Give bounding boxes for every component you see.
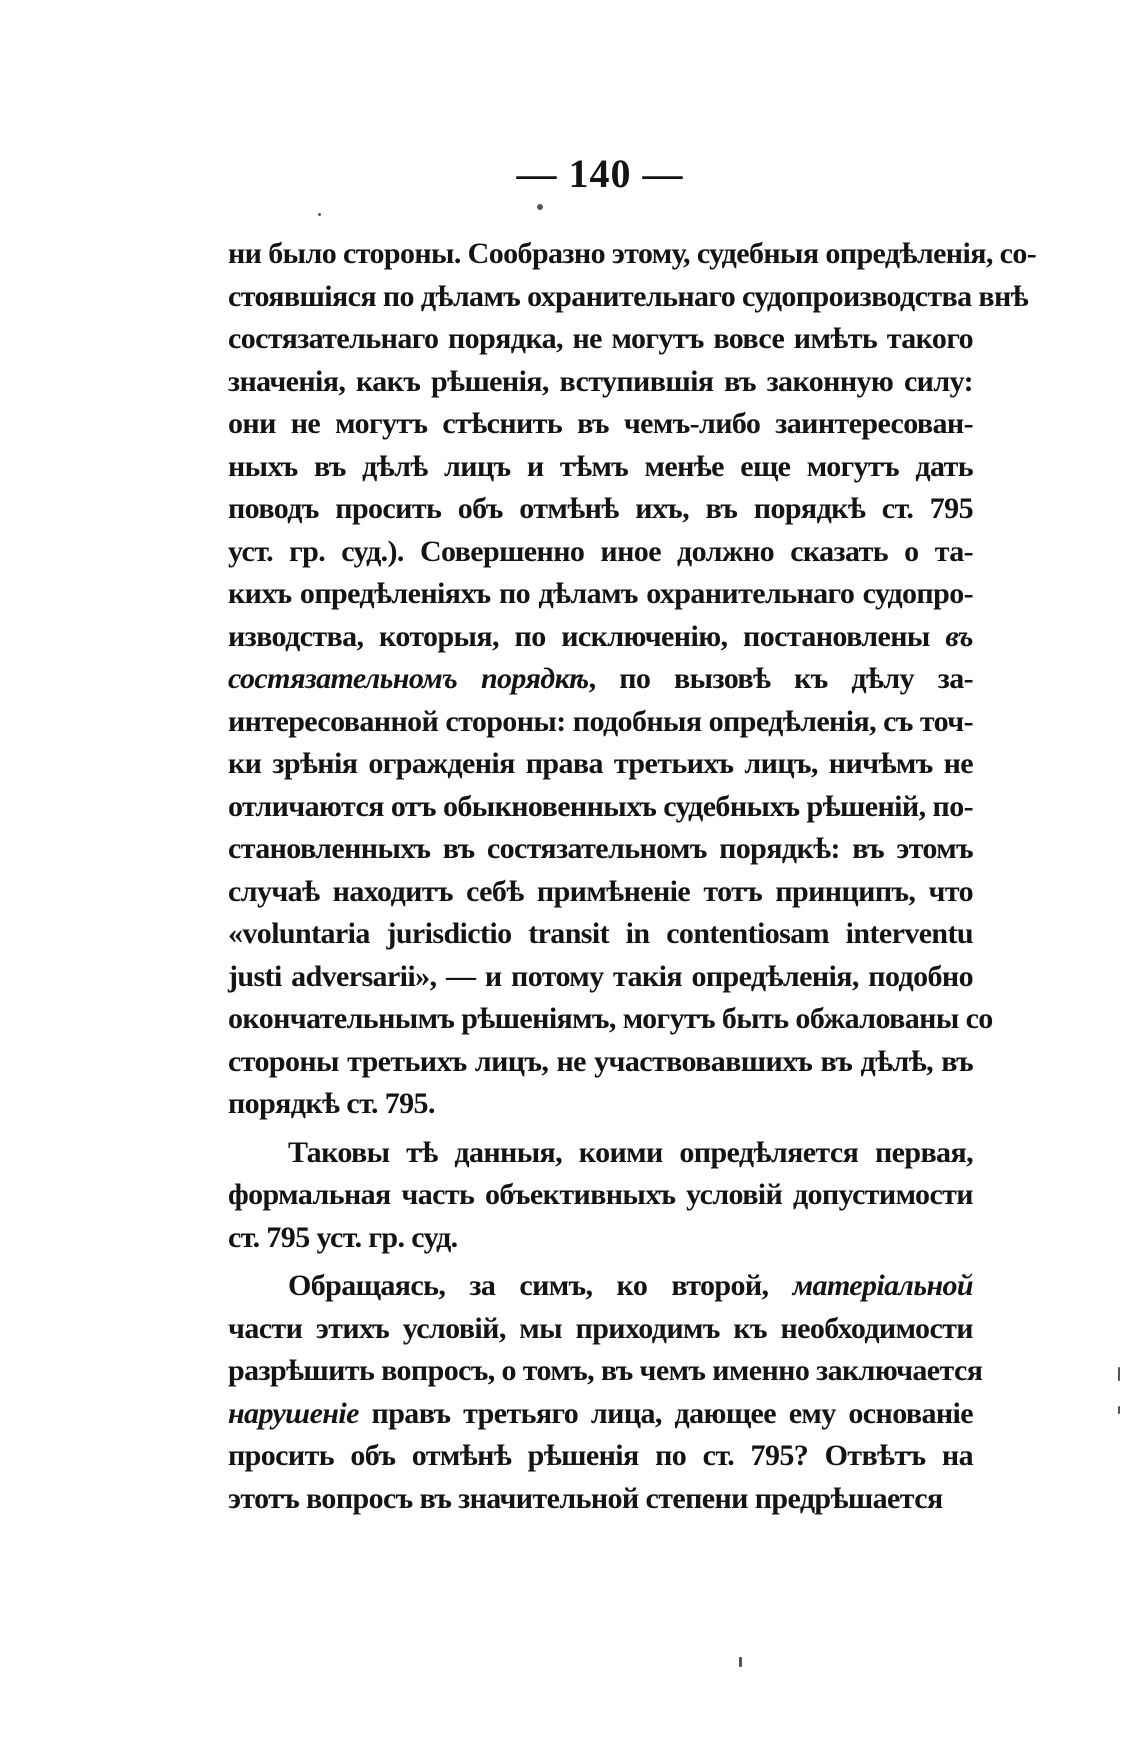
text-segment: окончательнымъ рѣшеніямъ, могутъ быть обжалованы со (228, 1002, 993, 1035)
text-line (228, 403, 973, 446)
text-line (228, 1041, 973, 1084)
text-segment: интересованной стороны: подобныя опредѣленія, съ точ- (228, 704, 973, 738)
text-segment: Таковы тѣ данныя, коими опредѣляется первая, (288, 1135, 973, 1169)
text-line (228, 743, 973, 786)
text-segment: состязательнаго порядка, не могутъ вовсе имѣть такого (228, 322, 973, 355)
scan-speck (537, 204, 543, 210)
text-line (228, 1217, 973, 1260)
text-line (228, 1435, 973, 1478)
italic-text: въ (945, 619, 973, 653)
text-line (228, 701, 973, 744)
text-segment: поводъ просить объ отмѣнѣ ихъ, въ порядкѣ ст. 795 (228, 492, 973, 525)
text-segment: ки зрѣнія огражденія права третьихъ лицъ, ничѣмъ не (228, 747, 973, 780)
page-number: — 140 — (516, 151, 684, 196)
text-segment: части этихъ условій, мы приходимъ къ необходимости (228, 1311, 973, 1345)
text-line (228, 1308, 973, 1351)
text-line (228, 1265, 973, 1308)
text-segment: правъ третьяго лица, дающее ему основаніе (358, 1396, 973, 1430)
text-segment: уст. гр. суд.). Совершенно иное должно сказать о та- (228, 534, 973, 568)
text-segment: «voluntaria jurisdictio transit in contentiosam interventu (228, 917, 973, 950)
text-line (228, 786, 973, 829)
scan-speck (1118, 1406, 1120, 1414)
text-segment: они не могутъ стѣснить въ чемъ-либо заинтересован- (228, 407, 973, 440)
text-segment: кихъ опредѣленіяхъ по дѣламъ охранительнаго судопро- (228, 577, 973, 610)
text-segment: ст. 795 уст. гр. суд. (228, 1220, 458, 1254)
text-line (228, 1174, 973, 1217)
text-line (228, 276, 1029, 319)
text-line (228, 1132, 973, 1175)
text-segment: justi adversarii», — и потому такія опредѣленія, подобно (228, 959, 973, 993)
text-line (228, 1393, 973, 1436)
text-line (228, 871, 973, 914)
text-line (228, 1083, 973, 1126)
text-segment: изводства, которыя, по исключенію, постановлены (228, 619, 946, 653)
italic-text: матеріальной (792, 1269, 973, 1302)
text-segment: случаѣ находитъ себѣ примѣненіе тотъ принципъ, что (228, 874, 973, 908)
text-segment: просить объ отмѣнѣ рѣшенія по ст. 795? Отвѣтъ на (228, 1439, 973, 1472)
scan-speck (1118, 1367, 1120, 1381)
text-segment: значенія, какъ рѣшенія, вступившія въ законную силу: (228, 364, 973, 398)
text-line (228, 998, 993, 1041)
text-segment: формальная часть объективныхъ условій допустимости (228, 1178, 973, 1211)
text-segment: стороны третьихъ лицъ, не участвовавшихъ въ дѣлѣ, въ (228, 1044, 973, 1078)
text-line (228, 233, 1037, 276)
text-segment: , по вызовѣ къ дѣлу за- (588, 662, 973, 695)
text-line (228, 531, 973, 574)
text-segment: ни было стороны. Сообразно этому, судебныя опредѣленія, со- (228, 237, 1037, 270)
text-segment: порядкѣ ст. 795. (228, 1087, 435, 1120)
italic-text: нарушеніе (228, 1396, 359, 1430)
text-segment: ныхъ въ дѣлѣ лицъ и тѣмъ менѣе еще могутъ дать (228, 449, 973, 483)
text-segment: этотъ вопросъ въ значительной степени предрѣшается (228, 1481, 943, 1515)
text-line (228, 1350, 983, 1393)
text-line (228, 913, 973, 956)
scan-speck (318, 213, 321, 216)
text-line (228, 1478, 973, 1521)
text-line (228, 956, 973, 999)
text-segment: отличаются отъ обыкновенныхъ судебныхъ рѣшеній, по- (228, 789, 973, 823)
text-line (228, 318, 973, 361)
text-line (228, 446, 973, 489)
text-segment: становленныхъ въ состязательномъ порядкѣ: въ этомъ (228, 832, 973, 865)
italic-text: состязательномъ порядкѣ (228, 662, 589, 695)
text-segment: стоявшіяся по дѣламъ охранительнаго судопроизводства внѣ (228, 279, 1029, 313)
text-line (228, 573, 973, 616)
text-line (228, 828, 973, 871)
text-line (228, 488, 973, 531)
text-line (228, 616, 973, 659)
text-segment: разрѣшить вопросъ, о томъ, въ чемъ именно заключается (228, 1354, 983, 1387)
text-line (228, 658, 973, 701)
text-segment: Обращаясь, за симъ, ко второй, (288, 1269, 793, 1302)
scan-speck (739, 1657, 742, 1667)
body-text (228, 233, 1037, 1520)
text-line (228, 361, 973, 404)
